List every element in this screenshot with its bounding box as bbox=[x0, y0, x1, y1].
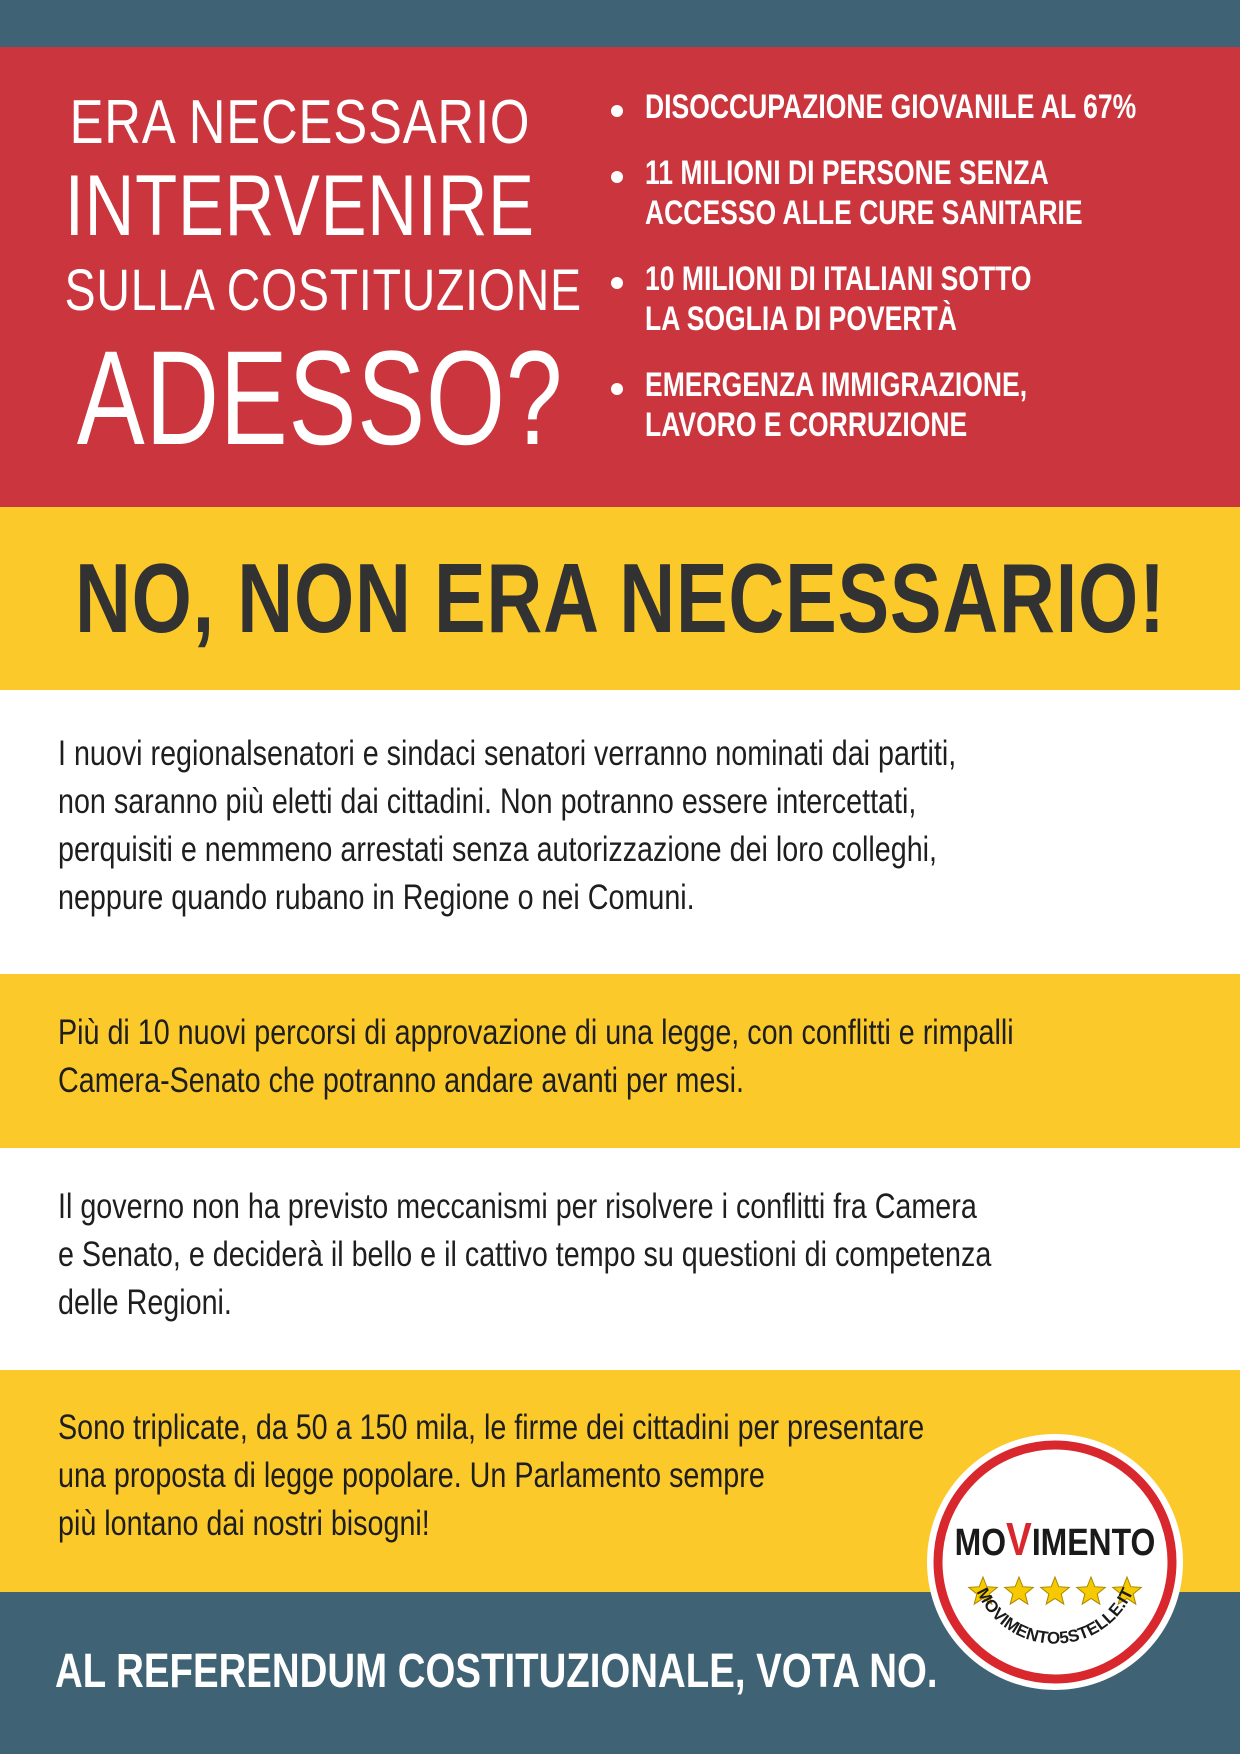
bullet-item: EMERGENZA IMMIGRAZIONE, LAVORO E CORRUZIONE bbox=[605, 365, 1225, 445]
paragraph-band-1 bbox=[0, 690, 1240, 974]
bullet-item: DISOCCUPAZIONE GIOVANILE AL 67% bbox=[605, 87, 1225, 127]
question-line-4: ADESSO? bbox=[76, 324, 564, 473]
paragraph-text: Sono triplicate, da 50 a 150 mila, le firme dei cittadini per presentare una proposta di legge popolare. Un Parlamento sempre più lontano dai nostri bisogni! bbox=[58, 1408, 925, 1543]
question-line-3: SULLA COSTITUZIONE bbox=[64, 258, 582, 323]
footer-call-to-action: AL REFERENDUM COSTITUZIONALE, VOTA NO. bbox=[55, 1645, 938, 1698]
paragraph-text: Il governo non ha previsto meccanismi per risolvere i conflitti fra Camera e Senato, e deciderà il bello e il cattivo tempo su questioni di competenza delle Regioni. bbox=[58, 1187, 992, 1322]
bullet-dot-icon bbox=[611, 277, 623, 289]
top-strip bbox=[0, 0, 1240, 47]
paragraph-text: I nuovi regionalsenatori e sindaci senatori verranno nominati dai partiti, non saranno più eletti dai cittadini. Non potranno essere intercettati, perquisiti e nemmeno arrestati senza autorizzazione dei loro colleghi, neppure quando rubano in Regione o nei Comuni. bbox=[58, 734, 957, 917]
question-line-1: ERA NECESSARIO bbox=[69, 88, 531, 157]
bullet-dot-icon bbox=[611, 383, 623, 395]
headline-banner bbox=[0, 507, 1240, 690]
logo-url: MOVIMENTO5STELLE.IT bbox=[972, 1584, 1138, 1648]
paragraph-band-3 bbox=[0, 1148, 1240, 1370]
logo-wordmark: MOVIMENTO bbox=[954, 1513, 1156, 1565]
movimento-logo bbox=[920, 1427, 1190, 1697]
paragraph-band-2 bbox=[0, 974, 1240, 1148]
paragraph-text: Più di 10 nuovi percorsi di approvazione di una legge, con conflitti e rimpalli Camera-Senato che potranno andare avanti per mesi. bbox=[58, 1013, 1014, 1100]
headline-text: NO, NON ERA NECESSARIO! bbox=[74, 543, 1166, 653]
bullet-item: 11 MILIONI DI PERSONE SENZA ACCESSO ALLE CURE SANITARIE bbox=[605, 153, 1225, 233]
bullet-item: 10 MILIONI DI ITALIANI SOTTO LA SOGLIA DI POVERTÀ bbox=[605, 259, 1225, 339]
bullet-list bbox=[605, 87, 1225, 471]
bullet-dot-icon bbox=[611, 171, 623, 183]
question-line-2: INTERVENIRE bbox=[64, 158, 536, 254]
bullet-dot-icon bbox=[611, 105, 623, 117]
header-panel bbox=[0, 47, 1240, 507]
